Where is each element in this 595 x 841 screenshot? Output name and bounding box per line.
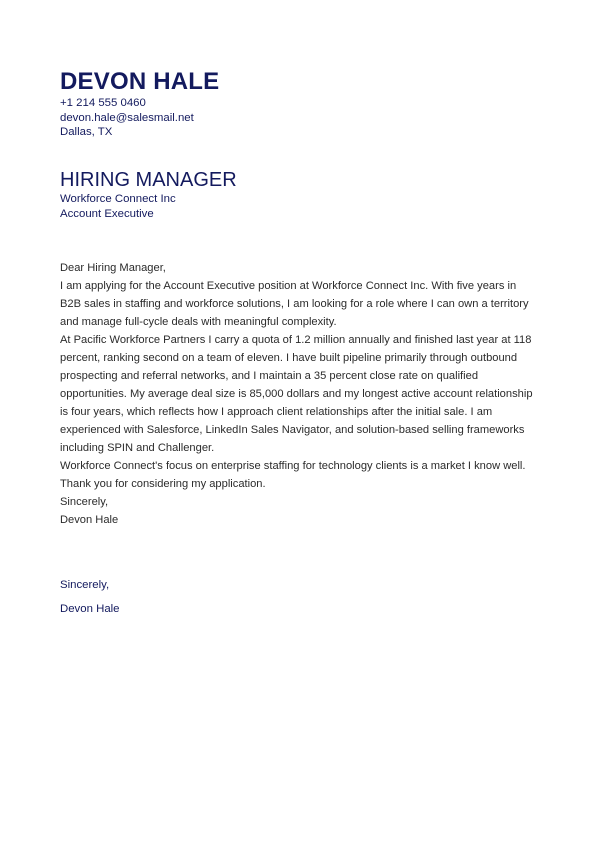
signoff-signer: Devon Hale <box>60 603 120 615</box>
recipient-block <box>60 192 176 222</box>
sender-phone: +1 214 555 0460 <box>60 97 146 109</box>
salutation: Dear Hiring Manager, <box>60 262 166 274</box>
sender-contact-block <box>60 96 194 140</box>
paragraph-intro: I am applying for the Account Executive position at Workforce Connect Inc. With five years in B2B sales in staffing and workforce solutions, I am looking for a role where I can own a territory and manage full-cycle deals with meaningful complexity. <box>60 280 529 328</box>
recipient-company: Workforce Connect Inc <box>60 193 176 205</box>
sender-email: devon.hale@salesmail.net <box>60 111 194 124</box>
recipient-position: Account Executive <box>60 208 154 220</box>
recipient-title: HIRING MANAGER <box>60 169 237 191</box>
signoff-block <box>60 578 120 617</box>
signoff-closing: Sincerely, <box>60 579 110 591</box>
letter-signer: Devon Hale <box>60 514 119 526</box>
letter-body <box>60 259 538 529</box>
paragraph-experience: At Pacific Workforce Partners I carry a quota of 1.2 million annually and finished last year at 118 percent, ranking second on a team of eleven. I have built pipeline primarily through outbound prospecting and referral networks, and I maintain a 35 percent close rate on qualified opportunities. My average deal size is 85,000 dollars and my longest active account relationship is four years, which reflects how I approach client relationships after the initial sale. I am experienced with Salesforce, LinkedIn Sales Navigator, and solution-based selling frameworks including SPIN and Challenger. <box>60 334 533 454</box>
letter-closing: Sincerely, <box>60 496 109 508</box>
sender-name: DEVON HALE <box>60 68 220 95</box>
sender-location: Dallas, TX <box>60 126 113 138</box>
paragraph-closing: Workforce Connect's focus on enterprise staffing for technology clients is a market I know well. Thank you for considering my application. <box>60 460 526 490</box>
